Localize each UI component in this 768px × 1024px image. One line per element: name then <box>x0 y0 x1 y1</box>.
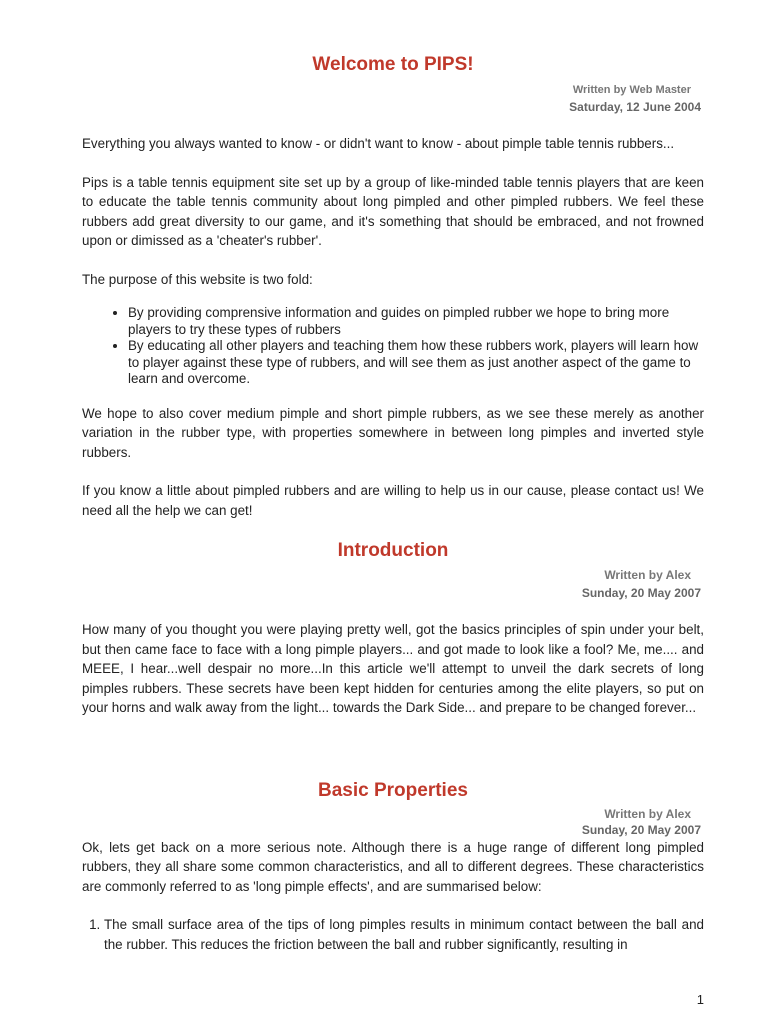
paragraph: We hope to also cover medium pimple and short pimple rubbers, as we see these merely as another variation in the rubber type, with properties somewhere in between long pimples and inverted style rubbers. <box>82 405 704 460</box>
paragraph: Pips is a table tennis equipment site set up by a group of like-minded table tennis players that are keen to educate the table tennis community about long pimpled and other pimpled rubbers. We feel these rubbers add great diversity to our game, and it's something that should be embraced, and not frowned upon or dimissed as a 'cheater's rubber'. <box>82 174 704 248</box>
article-meta-introduction <box>82 566 704 602</box>
document-page <box>82 50 704 954</box>
paragraph: Everything you always wanted to know - or didn't want to know - about pimple table tennis rubbers... <box>82 136 675 151</box>
paragraph: The purpose of this website is two fold: <box>82 271 313 287</box>
bullet-item: • By educating all other players and teaching them how these rubbers work, players will learn how to player against these type of rubbers, and will see them as just another aspect of the game to learn and overcome. <box>128 338 704 388</box>
date-line: Sunday, 20 May 2007 <box>581 586 701 600</box>
bullet-list <box>82 305 704 388</box>
paragraph: If you know a little about pimpled rubbers and are willing to help us in our cause, please contact us! We need all the help we can get! <box>82 483 704 518</box>
bullet-item: • By providing comprensive information and guides on pimpled rubber we hope to bring more players to try these types of rubbers <box>128 305 704 338</box>
section-title-basic-properties: Basic Properties <box>318 779 468 801</box>
date-line: Sunday, 20 May 2007 <box>581 822 701 837</box>
numbered-item: 1. The small surface area of the tips of long pimples results in minimum contact between the ball and the rubber. This reduces the friction between the ball and rubber significantly, resulting in <box>104 915 704 954</box>
article-meta-welcome <box>82 82 704 116</box>
article-meta-basic-properties <box>82 806 704 838</box>
numbered-list <box>82 915 704 954</box>
paragraph: Ok, lets get back on a more serious note. Although there is a huge range of different long pimpled rubbers, they all share some common characteristics, and all to different degrees. These characteristics are commonly referred to as 'long pimple effects', and are summarised below: <box>82 839 704 894</box>
section-title-introduction: Introduction <box>337 540 449 561</box>
author-line: Written by Alex <box>604 806 691 821</box>
paragraph: How many of you thought you were playing pretty well, got the basics principles of spin under your belt, but then came face to face with a long pimple players... and got made to look like a fool? Me, me.... and MEEE, I hear...well despair no more...In this article we'll attempt to unveil the dark secrets of long pimples rubbers. These secrets have been kept hidden for centuries among the elite players, so put on your horns and walk away from the light... towards the Dark Side... and prepare to be changed forever... <box>82 622 704 715</box>
date-line: Saturday, 12 June 2004 <box>569 100 701 114</box>
page-number: 1 <box>696 992 704 1007</box>
author-line: Written by Alex <box>604 568 691 582</box>
section-title-welcome: Welcome to PIPS! <box>312 54 474 75</box>
author-line: Written by Web Master <box>572 84 691 96</box>
